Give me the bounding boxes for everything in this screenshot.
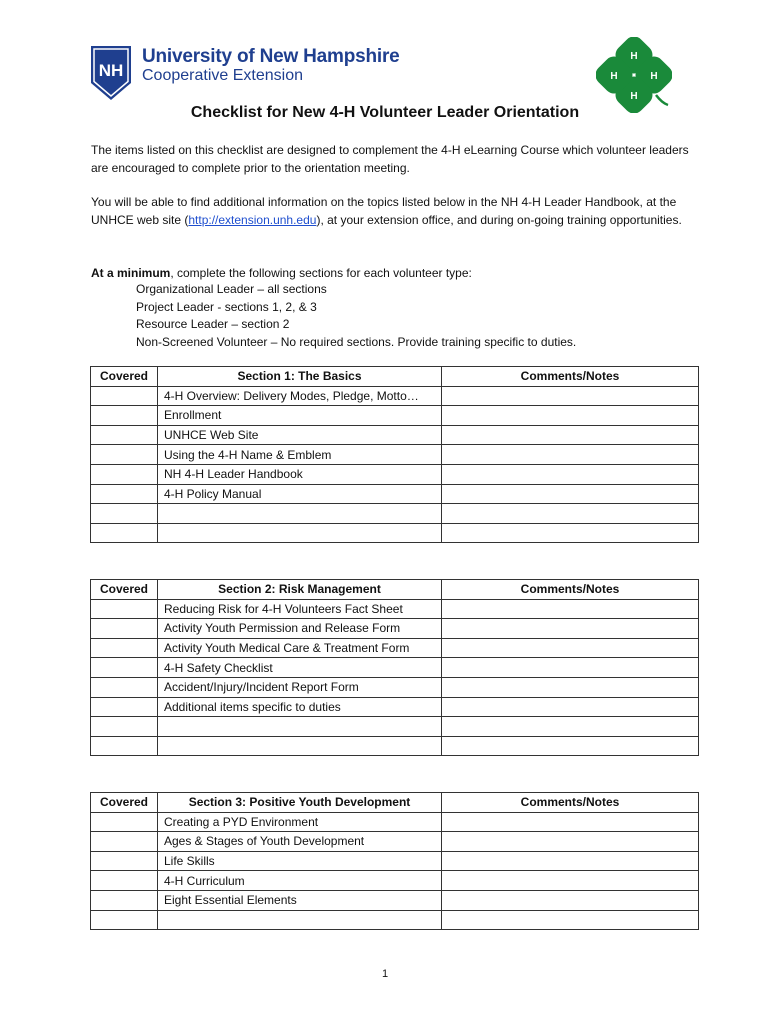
table-row	[91, 677, 699, 697]
covered-cell[interactable]	[91, 445, 158, 465]
comments-cell[interactable]	[442, 386, 699, 406]
extension-website-link[interactable]: http://extension.unh.edu	[188, 213, 317, 227]
table-row	[91, 871, 699, 891]
comments-header: Comments/Notes	[442, 580, 699, 600]
svg-text:H: H	[650, 71, 658, 82]
checklist-item: Creating a PYD Environment	[158, 812, 442, 832]
checklist-item: Activity Youth Permission and Release Form	[158, 619, 442, 639]
comments-cell[interactable]	[442, 717, 699, 737]
university-name: University of New Hampshire	[142, 46, 400, 67]
shield-text: NH	[98, 61, 124, 80]
svg-text:H: H	[630, 91, 638, 102]
section-title: Section 2: Risk Management	[158, 580, 442, 600]
comments-cell[interactable]	[442, 851, 699, 871]
covered-cell[interactable]	[91, 504, 158, 524]
checklist-item: 4-H Overview: Delivery Modes, Pledge, Motto…	[158, 386, 442, 406]
checklist-item[interactable]	[158, 910, 442, 930]
checklist-item: Additional items specific to duties	[158, 697, 442, 717]
covered-cell[interactable]	[91, 638, 158, 658]
covered-cell[interactable]	[91, 658, 158, 678]
volunteer-type-item: Non-Screened Volunteer – No required sections. Provide training specific to duties.	[136, 334, 577, 349]
table-header-row	[91, 793, 699, 813]
checklist-item[interactable]	[158, 736, 442, 756]
document-title: Checklist for New 4-H Volunteer Leader Orientation	[190, 104, 580, 121]
table-row	[91, 697, 699, 717]
comments-header: Comments/Notes	[442, 367, 699, 387]
covered-cell[interactable]	[91, 832, 158, 852]
table-row	[91, 832, 699, 852]
checklist-item: 4-H Safety Checklist	[158, 658, 442, 678]
volunteer-type-item: Resource Leader – section 2	[136, 317, 290, 331]
section-2-table	[90, 579, 699, 756]
table-row	[91, 504, 699, 524]
volunteer-type-item: Project Leader - sections 1, 2, & 3	[136, 299, 317, 314]
covered-cell[interactable]	[91, 523, 158, 543]
covered-cell[interactable]	[91, 677, 158, 697]
section-3-table	[90, 792, 699, 930]
checklist-item: UNHCE Web Site	[158, 425, 442, 445]
covered-cell[interactable]	[91, 851, 158, 871]
comments-cell[interactable]	[442, 484, 699, 504]
comments-header: Comments/Notes	[442, 793, 699, 813]
unh-logo	[90, 45, 410, 105]
checklist-item: Accident/Injury/Incident Report Form	[158, 677, 442, 697]
svg-text:H: H	[630, 51, 638, 62]
covered-cell[interactable]	[91, 697, 158, 717]
comments-cell[interactable]	[442, 638, 699, 658]
table-row	[91, 910, 699, 930]
comments-cell[interactable]	[442, 464, 699, 484]
page-number: 1	[381, 968, 389, 980]
volunteer-type-item: Organizational Leader – all sections	[136, 282, 327, 296]
resources-paragraph: You will be able to find additional information on the topics listed below in the NH 4-H Leader Handbook, at the UNHCE web site (http://extension.unh.edu), at your extension office, and during on-going training opportunities.	[91, 195, 682, 227]
checklist-item[interactable]	[158, 717, 442, 737]
comments-cell[interactable]	[442, 445, 699, 465]
table-row	[91, 523, 699, 543]
table-row	[91, 736, 699, 756]
table-row	[91, 851, 699, 871]
table-row	[91, 445, 699, 465]
covered-cell[interactable]	[91, 464, 158, 484]
checklist-item[interactable]	[158, 504, 442, 524]
covered-cell[interactable]	[91, 736, 158, 756]
comments-cell[interactable]	[442, 697, 699, 717]
table-header-row	[91, 367, 699, 387]
checklist-item: 4-H Policy Manual	[158, 484, 442, 504]
checklist-item: Life Skills	[158, 851, 442, 871]
table-row	[91, 406, 699, 426]
checklist-item: Reducing Risk for 4-H Volunteers Fact Sheet	[158, 599, 442, 619]
volunteer-types-list	[136, 281, 576, 351]
comments-cell[interactable]	[442, 890, 699, 910]
comments-cell[interactable]	[442, 523, 699, 543]
svg-text:H: H	[610, 71, 618, 82]
comments-cell[interactable]	[442, 619, 699, 639]
checklist-item: 4-H Curriculum	[158, 871, 442, 891]
section-title: Section 3: Positive Youth Development	[158, 793, 442, 813]
comments-cell[interactable]	[442, 425, 699, 445]
covered-cell[interactable]	[91, 871, 158, 891]
covered-header: Covered	[91, 580, 158, 600]
unh-shield-icon	[90, 45, 132, 101]
table-row	[91, 599, 699, 619]
four-h-clover-icon	[596, 37, 672, 113]
table-header-row	[91, 580, 699, 600]
comments-cell[interactable]	[442, 736, 699, 756]
checklist-item: Eight Essential Elements	[158, 890, 442, 910]
comments-cell[interactable]	[442, 832, 699, 852]
section-title: Section 1: The Basics	[158, 367, 442, 387]
table-row	[91, 812, 699, 832]
checklist-item[interactable]	[158, 523, 442, 543]
covered-cell[interactable]	[91, 717, 158, 737]
comments-cell[interactable]	[442, 406, 699, 426]
checklist-item: Using the 4-H Name & Emblem	[158, 445, 442, 465]
table-row	[91, 386, 699, 406]
checklist-item: Activity Youth Medical Care & Treatment Form	[158, 638, 442, 658]
table-row	[91, 464, 699, 484]
table-row	[91, 890, 699, 910]
covered-cell[interactable]	[91, 425, 158, 445]
table-row	[91, 619, 699, 639]
covered-cell[interactable]	[91, 484, 158, 504]
covered-cell[interactable]	[91, 890, 158, 910]
table-row	[91, 425, 699, 445]
table-row	[91, 658, 699, 678]
comments-cell[interactable]	[442, 677, 699, 697]
comments-cell[interactable]	[442, 599, 699, 619]
covered-cell[interactable]	[91, 599, 158, 619]
comments-cell[interactable]	[442, 812, 699, 832]
minimum-requirements: At a minimum, complete the following sections for each volunteer type:	[91, 266, 472, 280]
section-1-table	[90, 366, 699, 543]
covered-header: Covered	[91, 793, 158, 813]
covered-cell[interactable]	[91, 406, 158, 426]
table-row	[91, 484, 699, 504]
covered-cell[interactable]	[91, 812, 158, 832]
comments-cell[interactable]	[442, 871, 699, 891]
checklist-item: Enrollment	[158, 406, 442, 426]
table-row	[91, 638, 699, 658]
table-row	[91, 717, 699, 737]
covered-cell[interactable]	[91, 619, 158, 639]
checklist-item: Ages & Stages of Youth Development	[158, 832, 442, 852]
intro-paragraph: The items listed on this checklist are designed to complement the 4-H eLearning Course which volunteer leaders are encouraged to complete prior to the orientation meeting.	[91, 143, 689, 175]
checklist-item: NH 4-H Leader Handbook	[158, 464, 442, 484]
comments-cell[interactable]	[442, 658, 699, 678]
extension-name: Cooperative Extension	[142, 67, 303, 84]
covered-cell[interactable]	[91, 386, 158, 406]
comments-cell[interactable]	[442, 504, 699, 524]
covered-cell[interactable]	[91, 910, 158, 930]
comments-cell[interactable]	[442, 910, 699, 930]
covered-header: Covered	[91, 367, 158, 387]
